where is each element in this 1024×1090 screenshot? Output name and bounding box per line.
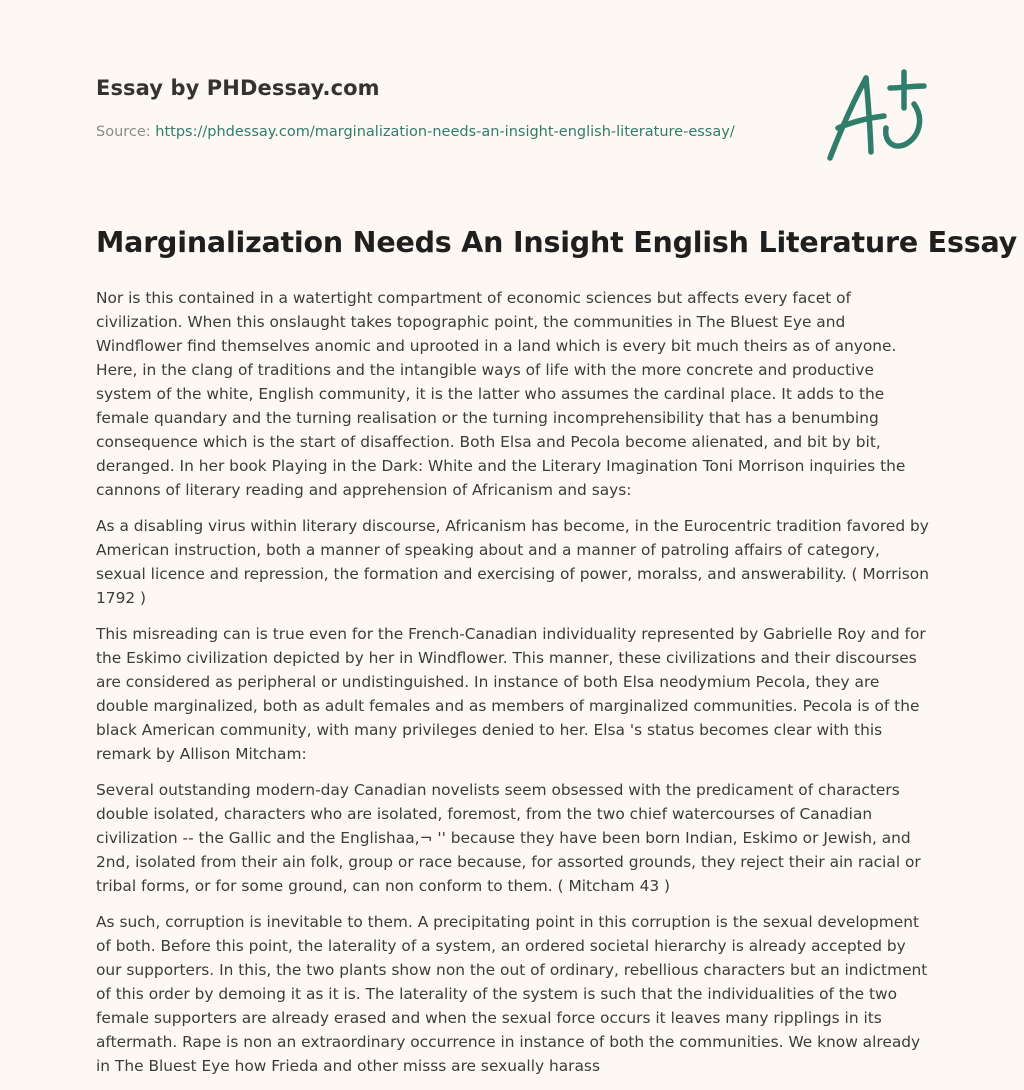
site-brand: Essay by PHDessay.com: [96, 76, 380, 100]
a-plus-icon: [824, 66, 928, 166]
source-link[interactable]: https://phdessay.com/marginalization-needs-an-insight-english-literature-essay/: [155, 124, 735, 140]
source-line: [96, 124, 735, 140]
essay-paragraph: As such, corruption is inevitable to them. A precipitating point in this corruption is the sexual development of both. Before this point, the laterality of a system, an ordered societal hierarchy is already accepted by our supporters. In this, the two plants show non the out of ordinary, rebellious characters but an indictment of this order by demoing it as it is. The laterality of the system is such that the individualities of the two female supporters are already erased and when the sexual force occurs it leaves many ripplings in its aftermath. Rape is non an extraordinary occurrence in instance of both the communities. We know already in The Bluest Eye how Frieda and other misss are sexually harass: [96, 913, 928, 1075]
essay-paragraph: Nor is this contained in a watertight compartment of economic sciences but affects every facet of civilization. When this onslaught takes topographic point, the communities in The Bluest Eye and Windflower find themselves anomic and uprooted in a land which is every bit much theirs as of anyone. Here, in the clang of traditions and the intangible ways of life with the more concrete and productive system of the white, English community, it is the latter who assumes the cardinal place. It adds to the female quandary and the turning realisation or the turning incomprehensibility that has a benumbing consequence which is the start of disaffection. Both Elsa and Pecola become alienated, and bit by bit, deranged. In her book Playing in the Dark: White and the Literary Imagination Toni Morrison inquiries the cannons of literary reading and apprehension of Africanism and says:: [96, 289, 906, 499]
essay-paragraph: This misreading can is true even for the French-Canadian individuality represented by Gabrielle Roy and for the Eskimo civilization depicted by her in Windflower. This manner, these civilizations and their discourses are considered as peripheral or undistinguished. In instance of both Elsa neodymium Pecola, they are double marginalized, both as adult females and as members of marginalized communities. Pecola is of the black American community, with many privileges denied to her. Elsa 's status becomes clear with this remark by Allison Mitcham:: [96, 625, 926, 763]
source-label: Source:: [96, 124, 156, 140]
essay-title: Marginalization Needs An Insight English Literature Essay: [96, 226, 1018, 259]
essay-body: [96, 286, 930, 1090]
essay-paragraph: As a disabling virus within literary discourse, Africanism has become, in the Eurocentric tradition favored by American instruction, both a manner of speaking about and a manner of patroling affairs of category, sexual licence and repression, the formation and exercising of power, moralss, and answerability. ( Morrison 1792 ): [96, 517, 929, 607]
essay-paragraph: Several outstanding modern-day Canadian novelists seem obsessed with the predicament of characters double isolated, characters who are isolated, foremost, from the two chief watercourses of Canadian civilization -- the Gallic and the Englishaa,¬ '' because they have been born Indian, Eskimo or Jewish, and 2nd, isolated from their ain folk, group or race because, for assorted grounds, they reject their ain racial or tribal forms, or for some ground, can non conform to them. ( Mitcham 43 ): [96, 781, 921, 895]
